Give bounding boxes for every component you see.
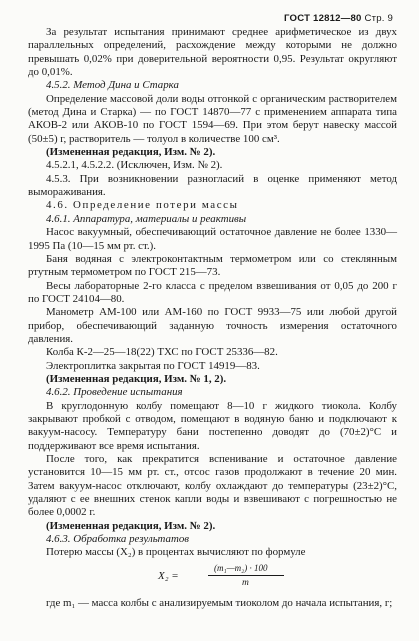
paragraph: Весы лабораторные 2-го класса с пределом взвешивания от 0,05 до 200 г по ГОСТ 24104—80. <box>28 279 397 305</box>
paragraph: Потерю массы (X₂) в процентах вычисляют по формуле <box>46 546 306 559</box>
section-heading: 4.6.3. Обработка результатов <box>46 533 189 546</box>
paragraph: 4.5.3. При возникновении разногласий в оценке применяют метод вымораживания. <box>28 172 397 199</box>
variable-text: масса колбы с анализируемым тиоколом до начала испытания, г; <box>91 596 393 609</box>
amendment-note: (Измененная редакция, Изм. № 2). <box>46 146 216 159</box>
document-body <box>28 26 397 610</box>
paragraph: 4.5.2.1, 4.5.2.2. (Исключен, Изм. № 2). <box>46 159 223 172</box>
section-heading: 4.6.2. Проведение испытания <box>46 386 183 399</box>
paragraph: В круглодонную колбу помещают 8—10 г жидкого тиокола. Колбу закрывают пробкой с отводом, помещают в водяную баню и подключают к вакуум-насосу. Температуру бани постепенно доводят до (70±2)°С и поддерживают все время испытания. <box>28 399 397 452</box>
amendment-note: (Измененная редакция, Изм. № 1, 2). <box>46 372 227 385</box>
formula <box>28 562 397 594</box>
section-heading: 4.6. Определение потери массы <box>46 199 239 212</box>
amendment-note: (Измененная редакция, Изм. № 2). <box>46 519 216 532</box>
paragraph: За результат испытания принимают среднее арифметическое из двух параллельных определений, расхождение между которыми не должно превышать 0,02% при доверительной вероятности 0,95. Результат округляют до 0,01%. <box>28 26 397 79</box>
page-header <box>284 13 393 24</box>
formula-denominator: m <box>242 577 249 588</box>
paragraph: Электроплитка закрытая по ГОСТ 14919—83. <box>46 359 260 372</box>
paragraph: Баня водяная с электроконтактным термометром или со стеклянным ртутным термометром по ГОСТ 215—73. <box>28 252 397 279</box>
variable-lead: где m₁ — <box>46 596 92 609</box>
section-heading: 4.5.2. Метод Дина и Старка <box>46 79 179 92</box>
paragraph: После того, как прекратится вспенивание и остаточное давление установится 10—15 мм рт. ст., отсос газов продолжают в течение 20 мин. Затем вакуум-насос отключают, колбу охлаждают до температуры (23±2)°С, удаляют с ее внешних стенок капли воды и взвешивают с погрешностью не более 0,0002 г. <box>28 453 397 519</box>
paragraph: Манометр АМ-100 или АМ-160 по ГОСТ 9933—75 или любой другой прибор, обеспечивающий заданную точность измерения остаточного давления. <box>28 306 397 345</box>
paragraph: Колба К-2—25—18(22) ТХС по ГОСТ 25336—82. <box>46 346 278 359</box>
variable-definition <box>28 597 397 610</box>
formula-lhs: X₂ = <box>158 569 179 582</box>
section-heading: 4.6.1. Аппаратура, материалы и реактивы <box>46 212 247 225</box>
standard-number: ГОСТ 12812—80 <box>284 13 362 24</box>
fraction-bar <box>208 575 284 576</box>
page-number: Стр. 9 <box>364 13 393 24</box>
formula-numerator: (m₁—m₂) · 100 <box>214 562 268 573</box>
paragraph: Насос вакуумный, обеспечивающий остаточное давление не более 1330—1995 Па (10—15 мм рт. ст.). <box>28 226 397 252</box>
paragraph: Определение массовой доли воды отгонкой с органическим растворителем (метод Дина и Старка) — по ГОСТ 14870—77 с применением аппарата типа АКОВ-2 или АКОВ-10 по ГОСТ 1594—69. При этом берут навеску массой (50±5) г, растворитель — толуол в количестве 100 см³. <box>28 92 397 145</box>
